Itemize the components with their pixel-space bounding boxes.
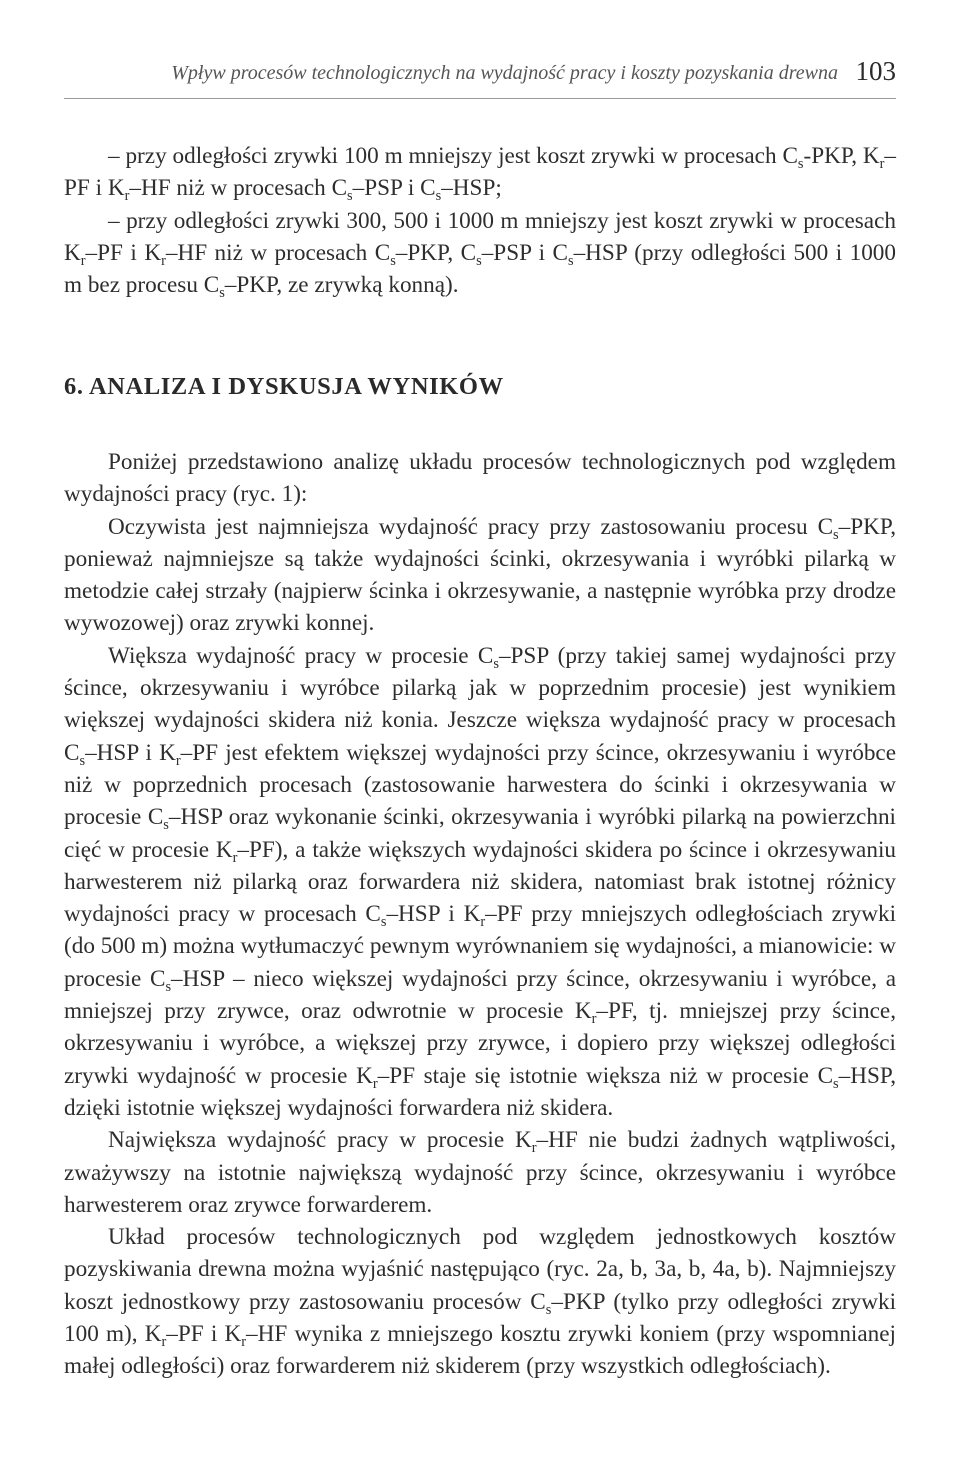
running-head <box>64 58 896 99</box>
paragraph: Większa wydajność pracy w procesie $C_s$–PSP (przy takiej samej wydajności przy ścince, okrzesywaniu i wyróbce pilarką jak w poprzednim procesie) jest wynikiem większej wydajności skidera niż konia. Jeszcze większa wydajność pracy w procesach $C_s$–HSP i $K_r-PF$ jest efektem większej wydajności przy ścince, okrzesywaniu i wyróbce niż w poprzednich procesach (zastosowanie harwestera do ścinki i okrzesywania w procesie $C_s$–HSP oraz wykonanie ścinki, okrzesywania i wyróbki pilarką na powierzchni cięć w procesie $K_r-PF$), a także większych wydajności skidera po ścince i okrzesywaniu harwesterem niż pilarką oraz forwardera niż skidera, natomiast brak istotnej różnicy wydajności pracy w procesach $C_s$–HSP i $K_r-PF$ przy mniejszych odległościach zrywki (do 500 m) można wytłumaczyć pewnym wyrównaniem się wydajności, a mianowicie: w procesie $C_s$–HSP – nieco większej wydajności przy ścince, okrzesywaniu i wyróbce, a mniejszej przy zrywce, oraz odwrotnie w procesie $K_r-PF$, tj. mniejszej przy ścince, okrzesywaniu i wyróbce, a większej przy zrywce, i dopiero przy większej odległości zrywki wydajność w procesie $K_r-PF$ staje się istotnie większa niż w procesie $C_s$–HSP, dzięki istotnie większej wydajności forwardera niż skidera. <box>64 642 897 1121</box>
intro-list-item: – przy odległości zrywki 300, 500 i 1000 m mniejszy jest koszt zrywki w procesach $K_r-PF$ i $K_r-HF$ niż w procesach $C_s$–PKP, $C_s$–PSP i $C_s$–HSP (przy odległości 500 i 1000 m bez procesu $C_s$–PKP, ze zrywką konną). <box>64 207 896 302</box>
running-title: Wpływ procesów technologicznych na wydajność pracy i koszty pozyskania drewna <box>171 62 838 84</box>
paragraph: Układ procesów technologicznych pod względem jednostkowych kosztów pozyskiwania drewna można wyjaśnić następująco (ryc. 2a, b, 3a, b, 4a, b). Najmniejszy koszt jednostkowy przy zastosowaniu procesów $C_s$–PKP (tylko przy odległości zrywki 100 m), $K_r-PF$ i $K_r-HF$ wynika z mniejszego kosztu zrywki koniem (przy wspomnianej małej odległości) oraz forwarderem niż skiderem (przy wszystkich odległościach). <box>64 1224 897 1380</box>
page-number: 103 <box>855 56 896 86</box>
paragraph: Poniżej przedstawiono analizę układu procesów technologicznych pod względem wydajności pracy (ryc. 1): <box>64 449 896 508</box>
body-text <box>64 446 896 1383</box>
section-heading: 6. ANALIZA I DYSKUSJA WYNIKÓW <box>64 373 504 400</box>
paragraph: Oczywista jest najmniejsza wydajność pracy przy zastosowaniu procesu $C_s$–PKP, ponieważ najmniejsze są także wydajności ścinki, okrzesywania i wyróbki pilarką w metodzie całej strzały (najpierw ścinka i okrzesywanie, a następnie wyróbka przy drodze wywozowej) oraz zrywki konnej. <box>64 513 896 637</box>
paragraph: Największa wydajność pracy w procesie $K_r-HF$ nie budzi żadnych wątpliwości, zważywszy na istotnie największą wydajność przy ścince, okrzesywaniu i wyróbce harwesterem oraz zrywce forwarderem. <box>64 1127 896 1218</box>
intro-list <box>64 140 896 301</box>
intro-list-item: – przy odległości zrywki 100 m mniejszy jest koszt zrywki w procesach $C_s$-PKP, $K_r-PF$ i $K_r-HF$ niż w procesach $C_s$–PSP i $C_s$–HSP; <box>64 143 897 205</box>
